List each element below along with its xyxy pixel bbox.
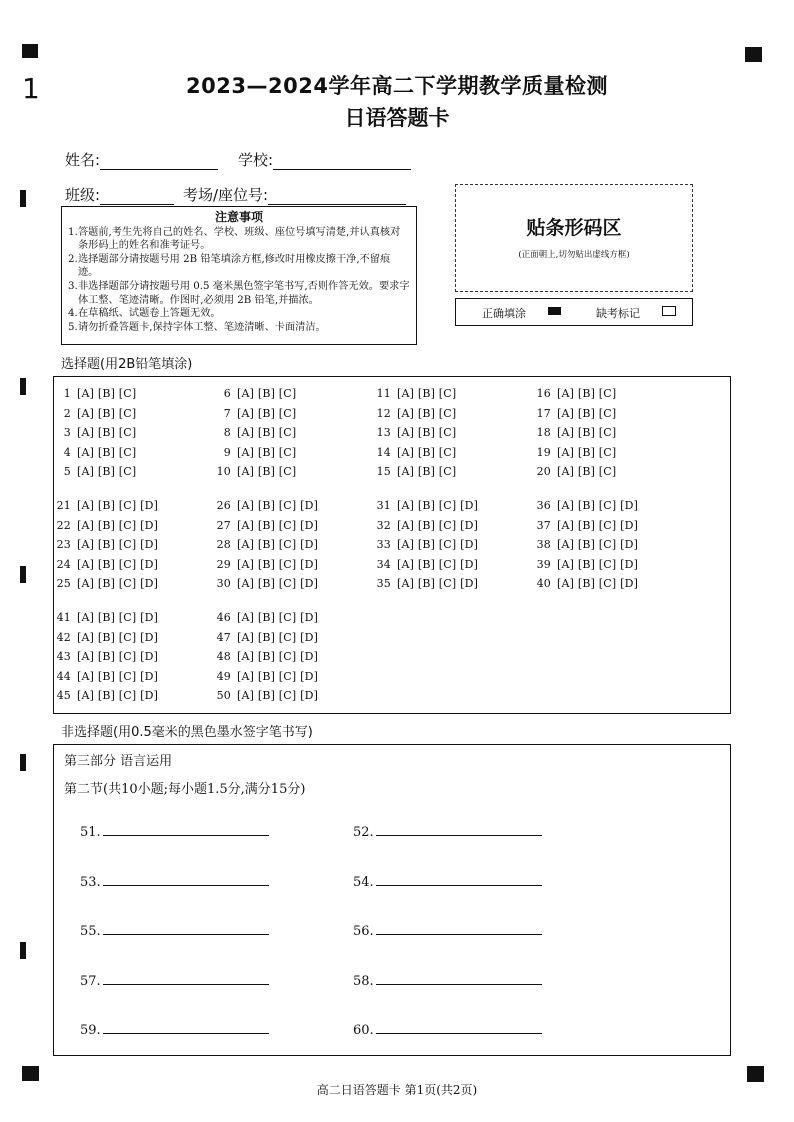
blank-number: 52. bbox=[353, 825, 374, 840]
answer-options[interactable]: [A] [B] [C] bbox=[237, 445, 297, 459]
blank-line[interactable] bbox=[103, 821, 269, 836]
mc-question[interactable] bbox=[371, 407, 456, 420]
question-number: 26 bbox=[216, 499, 231, 512]
question-number: 31 bbox=[376, 499, 391, 512]
mc-question[interactable] bbox=[531, 558, 638, 571]
notice-title: 注意事项 bbox=[214, 210, 263, 224]
answer-options[interactable]: [A] [B] [C] [D] bbox=[237, 650, 319, 663]
question-number: 10 bbox=[216, 465, 231, 478]
answer-options[interactable]: [A] [B] [C] [D] bbox=[237, 577, 319, 590]
blank-line[interactable] bbox=[103, 871, 269, 886]
timing-mark bbox=[20, 754, 26, 771]
timing-mark bbox=[20, 378, 26, 395]
fill-legend bbox=[455, 298, 693, 326]
question-number: 17 bbox=[536, 406, 551, 420]
mc-question[interactable] bbox=[211, 387, 296, 400]
mc-question[interactable] bbox=[371, 387, 456, 400]
mc-question[interactable] bbox=[51, 670, 158, 683]
question-number: 42 bbox=[56, 630, 71, 644]
name-label: 姓名: bbox=[65, 151, 101, 169]
answer-options[interactable]: [A] [B] [C] [D] bbox=[77, 689, 159, 702]
blank-number: 56. bbox=[353, 924, 374, 939]
mc-question[interactable] bbox=[211, 689, 318, 702]
notice-item: 1. 答题前,考生先将自己的姓名、学校、班级、座位号填写清楚,并认真核对条形码上的姓名和准考证号。 bbox=[68, 226, 401, 252]
question-number: 15 bbox=[376, 465, 391, 478]
question-number: 29 bbox=[216, 557, 231, 571]
mc-question[interactable] bbox=[211, 577, 318, 590]
answer-options[interactable]: [A] [B] [C] bbox=[77, 406, 137, 420]
question-number: 34 bbox=[376, 557, 391, 571]
mc-section-label: 选择题(用2B铅笔填涂) bbox=[61, 357, 193, 372]
answer-options[interactable]: [A] [B] [C] [D] bbox=[77, 518, 159, 532]
blank-line[interactable] bbox=[376, 970, 542, 985]
mc-question[interactable] bbox=[211, 611, 318, 624]
question-number: 11 bbox=[376, 387, 391, 400]
answer-options[interactable]: [A] [B] [C] [D] bbox=[557, 557, 639, 571]
absent-mark-checkbox[interactable] bbox=[662, 306, 676, 316]
blank-line[interactable] bbox=[376, 1019, 542, 1034]
mc-question[interactable] bbox=[51, 631, 158, 644]
answer-options[interactable]: [A] [B] [C] bbox=[237, 465, 297, 478]
mc-question[interactable] bbox=[211, 631, 318, 644]
class-field[interactable] bbox=[65, 184, 174, 205]
question-number: 39 bbox=[536, 557, 551, 571]
mc-question[interactable] bbox=[371, 538, 478, 551]
question-number: 46 bbox=[216, 611, 231, 624]
question-number: 27 bbox=[216, 518, 231, 532]
answer-options[interactable]: [A] [B] [C] [D] bbox=[397, 577, 479, 590]
question-number: 37 bbox=[536, 518, 551, 532]
mc-question[interactable] bbox=[211, 519, 318, 532]
mc-question[interactable] bbox=[51, 558, 158, 571]
question-number: 19 bbox=[536, 445, 551, 459]
blank-number: 60. bbox=[353, 1023, 374, 1038]
answer-options[interactable]: [A] [B] [C] bbox=[237, 426, 297, 439]
answer-options[interactable]: [A] [B] [C] [D] bbox=[557, 499, 639, 512]
answer-options[interactable]: [A] [B] [C] bbox=[557, 387, 617, 400]
mc-question[interactable] bbox=[531, 407, 616, 420]
question-number: 50 bbox=[216, 689, 231, 702]
question-number: 43 bbox=[56, 650, 71, 663]
notice-item: 3. 非选择题部分请按题号用 0.5 毫米黑色签字笔书写,否则作答无效。要求字体工整、笔迹清晰。作图时,必须用 2B 铅笔,并描浓。 bbox=[68, 280, 410, 306]
answer-options[interactable]: [A] [B] [C] bbox=[397, 465, 457, 478]
question-number: 20 bbox=[536, 465, 551, 478]
question-number: 25 bbox=[56, 577, 71, 590]
answer-blank[interactable] bbox=[353, 920, 542, 939]
mc-question[interactable] bbox=[371, 558, 478, 571]
name-line[interactable] bbox=[100, 153, 218, 170]
answer-options[interactable]: [A] [B] [C] [D] bbox=[397, 557, 479, 571]
answer-options[interactable]: [A] [B] [C] [D] bbox=[237, 557, 319, 571]
answer-options[interactable]: [A] [B] [C] bbox=[397, 445, 457, 459]
mc-question[interactable] bbox=[371, 426, 456, 439]
timing-mark bbox=[20, 566, 26, 583]
question-number: 2 bbox=[63, 406, 71, 420]
mc-question[interactable] bbox=[531, 465, 616, 478]
mc-question[interactable] bbox=[51, 407, 136, 420]
answer-blank[interactable] bbox=[353, 871, 542, 890]
page-footer: 高二日语答题卡 第1页(共2页) bbox=[316, 1083, 478, 1097]
corner-mark-top-right bbox=[745, 47, 762, 62]
barcode-hint: (正面朝上,切勿贴出虚线方框) bbox=[518, 250, 630, 260]
answer-options[interactable]: [A] [B] [C] [D] bbox=[557, 538, 639, 551]
question-number: 44 bbox=[56, 669, 71, 683]
answer-options[interactable]: [A] [B] [C] bbox=[397, 387, 457, 400]
timing-mark bbox=[20, 942, 26, 959]
blank-line[interactable] bbox=[103, 1019, 269, 1034]
blank-number: 53. bbox=[80, 874, 101, 890]
question-number: 4 bbox=[63, 445, 71, 459]
question-number: 12 bbox=[376, 406, 391, 420]
answer-options[interactable]: [A] [B] [C] [D] bbox=[237, 689, 319, 702]
answer-options[interactable]: [A] [B] [C] bbox=[397, 426, 457, 439]
question-number: 45 bbox=[56, 689, 71, 702]
exam-room-field[interactable] bbox=[183, 184, 406, 205]
mc-question[interactable] bbox=[371, 577, 478, 590]
blank-number: 57. bbox=[80, 973, 101, 989]
mc-question[interactable] bbox=[51, 519, 158, 532]
question-number: 47 bbox=[216, 630, 231, 644]
subpart-heading: 第二节(共10小题;每小题1.5分,满分15分) bbox=[64, 782, 306, 797]
notice-item: 2. 选择题部分请按题号用 2B 铅笔填涂方框,修改时用橡皮擦干净,不留痕迹。 bbox=[68, 253, 391, 279]
answer-options[interactable]: [A] [B] [C] [D] bbox=[77, 650, 159, 663]
mc-question[interactable] bbox=[51, 446, 136, 459]
notice-item: 4. 在草稿纸、试题卷上答题无效。 bbox=[68, 308, 221, 320]
blank-line[interactable] bbox=[376, 821, 542, 836]
mc-question[interactable] bbox=[211, 426, 296, 439]
exam-subtitle: 日语答题卡 bbox=[344, 106, 450, 130]
blank-number: 51. bbox=[80, 825, 101, 840]
blank-number: 54. bbox=[353, 874, 374, 890]
answer-blank[interactable] bbox=[80, 871, 269, 890]
question-number: 32 bbox=[376, 518, 391, 532]
answer-options[interactable]: [A] [B] [C] [D] bbox=[77, 611, 159, 624]
blank-number: 55. bbox=[80, 924, 101, 939]
answer-options[interactable]: [A] [B] [C] [D] bbox=[557, 577, 639, 590]
answer-blank[interactable] bbox=[353, 821, 542, 840]
mc-question[interactable] bbox=[211, 446, 296, 459]
question-number: 35 bbox=[376, 577, 391, 590]
answer-options[interactable]: [A] [B] [C] [D] bbox=[397, 499, 479, 512]
answer-options[interactable]: [A] [B] [C] [D] bbox=[77, 630, 159, 644]
answer-options[interactable]: [A] [B] [C] bbox=[557, 406, 617, 420]
question-number: 48 bbox=[216, 650, 231, 663]
blank-line[interactable] bbox=[103, 970, 269, 985]
correct-fill-label: 正确填涂 bbox=[482, 307, 526, 320]
answer-options[interactable]: [A] [B] [C] [D] bbox=[237, 518, 319, 532]
school-field[interactable] bbox=[238, 149, 411, 170]
question-number: 24 bbox=[56, 557, 71, 571]
corner-mark-bottom-right bbox=[747, 1066, 764, 1082]
mc-question[interactable] bbox=[371, 465, 456, 478]
mc-question[interactable] bbox=[531, 499, 638, 512]
answer-options[interactable]: [A] [B] [C] bbox=[397, 406, 457, 420]
answer-options[interactable]: [A] [B] [C] bbox=[237, 406, 297, 420]
answer-blank[interactable] bbox=[80, 1019, 269, 1038]
name-field[interactable] bbox=[65, 149, 218, 170]
corner-mark-top-left bbox=[22, 44, 38, 58]
question-number: 23 bbox=[56, 538, 71, 551]
question-number: 6 bbox=[223, 387, 231, 400]
answer-options[interactable]: [A] [B] [C] bbox=[557, 426, 617, 439]
answer-options[interactable]: [A] [B] [C] [D] bbox=[77, 538, 159, 551]
mc-question[interactable] bbox=[211, 670, 318, 683]
question-number: 18 bbox=[536, 426, 551, 439]
question-number: 22 bbox=[56, 518, 71, 532]
question-number: 28 bbox=[216, 538, 231, 551]
mc-question[interactable] bbox=[531, 538, 638, 551]
mc-question[interactable] bbox=[51, 611, 158, 624]
question-number: 16 bbox=[536, 387, 551, 400]
class-line[interactable] bbox=[100, 188, 174, 205]
mc-question[interactable] bbox=[51, 426, 136, 439]
question-number: 8 bbox=[223, 426, 231, 439]
blank-number: 58. bbox=[353, 973, 374, 989]
question-number: 9 bbox=[223, 445, 231, 459]
mc-question[interactable] bbox=[371, 499, 478, 512]
exam-title: 2023—2024学年高二下学期教学质量检测 bbox=[186, 74, 608, 98]
answer-options[interactable]: [A] [B] [C] [D] bbox=[557, 518, 639, 532]
answer-options[interactable]: [A] [B] [C] [D] bbox=[77, 577, 159, 590]
answer-options[interactable]: [A] [B] [C] [D] bbox=[237, 538, 319, 551]
answer-options[interactable]: [A] [B] [C] bbox=[77, 426, 137, 439]
blank-line[interactable] bbox=[376, 920, 542, 935]
mc-question[interactable] bbox=[211, 558, 318, 571]
answer-options[interactable]: [A] [B] [C] [D] bbox=[397, 538, 479, 551]
exam-room-line[interactable] bbox=[268, 188, 406, 205]
notice-box bbox=[61, 206, 417, 345]
answer-options[interactable]: [A] [B] [C] [D] bbox=[237, 611, 319, 624]
question-number: 38 bbox=[536, 538, 551, 551]
nc-answer-area bbox=[53, 744, 731, 1056]
class-label: 班级: bbox=[65, 186, 101, 204]
answer-options[interactable]: [A] [B] [C] [D] bbox=[77, 557, 159, 571]
question-number: 21 bbox=[56, 499, 71, 512]
mc-question[interactable] bbox=[51, 387, 136, 400]
mc-question[interactable] bbox=[531, 446, 616, 459]
question-number: 3 bbox=[63, 426, 71, 439]
answer-options[interactable]: [A] [B] [C] [D] bbox=[237, 499, 319, 512]
answer-options[interactable]: [A] [B] [C] [D] bbox=[397, 518, 479, 532]
question-number: 33 bbox=[376, 538, 391, 551]
question-number: 36 bbox=[536, 499, 551, 512]
mc-question[interactable] bbox=[371, 519, 478, 532]
answer-options[interactable]: [A] [B] [C] bbox=[557, 445, 617, 459]
answer-options[interactable]: [A] [B] [C] bbox=[77, 387, 137, 400]
answer-options[interactable]: [A] [B] [C] [D] bbox=[237, 669, 319, 683]
blank-number: 59. bbox=[80, 1023, 101, 1038]
question-number: 13 bbox=[376, 426, 391, 439]
answer-blank[interactable] bbox=[80, 970, 269, 989]
answer-options[interactable]: [A] [B] [C] [D] bbox=[77, 669, 159, 683]
mc-question[interactable] bbox=[211, 407, 296, 420]
barcode-area bbox=[455, 184, 693, 292]
mc-question[interactable] bbox=[211, 465, 296, 478]
question-number: 41 bbox=[56, 611, 71, 624]
part-heading: 第三部分 语言运用 bbox=[64, 754, 173, 769]
exam-room-label: 考场/座位号: bbox=[183, 186, 269, 204]
school-label: 学校: bbox=[238, 151, 274, 169]
mc-question[interactable] bbox=[51, 577, 158, 590]
mc-question[interactable] bbox=[51, 465, 136, 478]
blank-line[interactable] bbox=[376, 871, 542, 886]
correct-fill-sample bbox=[548, 307, 561, 315]
answer-options[interactable]: [A] [B] [C] bbox=[557, 465, 617, 478]
corner-mark-bottom-left bbox=[22, 1066, 39, 1081]
mc-question[interactable] bbox=[531, 387, 616, 400]
mc-question[interactable] bbox=[211, 538, 318, 551]
mc-question[interactable] bbox=[211, 650, 318, 663]
mc-question[interactable] bbox=[371, 446, 456, 459]
mc-question[interactable] bbox=[51, 499, 158, 512]
question-number: 49 bbox=[216, 669, 231, 683]
question-number: 30 bbox=[216, 577, 231, 590]
question-number: 7 bbox=[223, 406, 231, 420]
question-number: 14 bbox=[376, 445, 391, 459]
absent-mark-label: 缺考标记 bbox=[596, 307, 640, 320]
question-number: 40 bbox=[536, 577, 551, 590]
answer-options[interactable]: [A] [B] [C] bbox=[237, 387, 297, 400]
page-number: 1 bbox=[22, 72, 40, 105]
answer-blank[interactable] bbox=[353, 1019, 542, 1038]
answer-blank[interactable] bbox=[80, 821, 269, 840]
barcode-title: 贴条形码区 bbox=[526, 217, 622, 239]
nc-section-label: 非选择题(用0.5毫米的黑色墨水签字笔书写) bbox=[61, 725, 313, 740]
answer-options[interactable]: [A] [B] [C] [D] bbox=[237, 630, 319, 644]
blank-line[interactable] bbox=[103, 920, 269, 935]
answer-blank[interactable] bbox=[80, 920, 269, 939]
mc-question[interactable] bbox=[531, 577, 638, 590]
answer-options[interactable]: [A] [B] [C] bbox=[77, 445, 137, 459]
timing-mark bbox=[20, 190, 26, 207]
mc-question[interactable] bbox=[51, 538, 158, 551]
answer-blank[interactable] bbox=[353, 970, 542, 989]
question-number: 1 bbox=[63, 387, 71, 400]
mc-question[interactable] bbox=[51, 650, 158, 663]
answer-options[interactable]: [A] [B] [C] bbox=[77, 465, 137, 478]
question-number: 5 bbox=[63, 465, 71, 478]
answer-options[interactable]: [A] [B] [C] [D] bbox=[77, 499, 159, 512]
mc-question[interactable] bbox=[211, 499, 318, 512]
mc-question[interactable] bbox=[531, 426, 616, 439]
mc-question[interactable] bbox=[51, 689, 158, 702]
mc-question[interactable] bbox=[531, 519, 638, 532]
notice-item: 5. 请勿折叠答题卡,保持字体工整、笔迹清晰、卡面清洁。 bbox=[68, 321, 326, 333]
school-line[interactable] bbox=[273, 153, 411, 170]
